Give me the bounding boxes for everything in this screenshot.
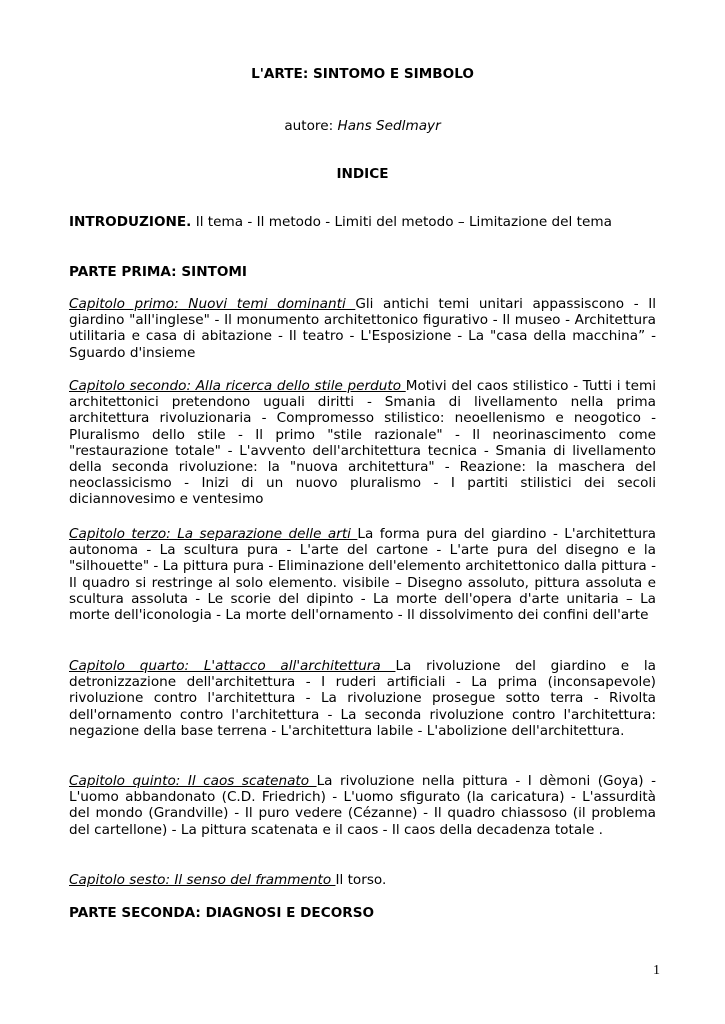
chapter-title: Capitolo primo: Nuovi temi dominanti (69, 296, 356, 312)
author-label: autore: (284, 118, 334, 134)
author-name: Hans Sedlmayr (337, 118, 441, 134)
index-heading: INDICE (336, 166, 389, 182)
chapter-text: La rivoluzione nella pittura - I dèmoni (Goya) - L'uomo abbandonato (C.D. Friedrich) - L'uomo sfigurato (la caricatura) - L'assurdità del mondo (Grandville) - Il puro vedere (Cézanne) - Il quadro chiassoso (il problema del cartellone) - La pittura scatenata e il caos - Il caos della decadenza totale . (69, 773, 656, 838)
introduction-label: INTRODUZIONE. (69, 214, 192, 230)
chapter-text: La rivoluzione del giardino e la detronizzazione dell'architettura - I ruderi artificiali - La prima (inconsapevole) rivoluzione contro l'architettura - La rivoluzione prosegue sotto terra - Rivolta dell'ornamento contro l'architettura - La seconda rivoluzione contro l'architettura: negazione della base terrena - L'architettura labile - L'abolizione dell'architettura. (69, 658, 656, 739)
page-number: 1 (653, 963, 660, 978)
chapter-title: Capitolo quinto: Il caos scatenato (69, 773, 317, 789)
chapter-title: Capitolo secondo: Alla ricerca dello stile perduto (69, 378, 406, 394)
chapter-entry (69, 378, 656, 508)
chapter-text: Motivi del caos stilistico - Tutti i temi architettonici pretendono uguali diritti - Smania di livellamento nella prima architettura rivoluzionaria - Compromesso stilistico: neoellenismo e neogotico - Pluralismo dello stile - Il primo "stile razionale" - Il neorinascimento come "restaurazione totale" - L'avvento dell'architettura tecnica - Smania di livellamento della seconda rivoluzione: la "nuova architettura" - Reazione: la maschera del neoclassicismo - Inizi di un nuovo pluralismo - I partiti stilistici dei secoli diciannovesimo e ventesimo (69, 378, 656, 508)
chapter-entry (69, 526, 656, 623)
chapter-title: Capitolo terzo: La separazione delle arti (69, 526, 358, 542)
chapter-text: Gli antichi temi unitari appassiscono - Il giardino "all'inglese" - Il monumento architettonico figurativo - Il museo - Architettura utilitaria e casa di abitazione - Il teatro - L'Esposizione - La "casa della macchina” - Sguardo d'insieme (69, 296, 656, 361)
chapter-title: Capitolo quarto: L'attacco all'architettura (69, 658, 396, 674)
chapter-entry (69, 658, 656, 739)
chapter-title: Capitolo sesto: Il senso del frammento (69, 872, 336, 888)
introduction-text: Il tema - Il metodo - Limiti del metodo – Limitazione del tema (195, 214, 612, 230)
chapter-entry (69, 773, 656, 838)
introduction-entry (69, 214, 656, 230)
chapter-text: La forma pura del giardino - L'architettura autonoma - La scultura pura - L'arte del cartone - L'arte pura del disegno e la "silhouette" - La pittura pura - Eliminazione dell'elemento architettonico dalla pittura - Il quadro si restringe al solo elemento. visibile – Disegno assoluto, pittura assoluta e scultura assoluta - Le scorie del dipinto - La morte dell'opera d'arte unitaria – La morte dell'iconologia - La morte dell'ornamento - Il dissolvimento dei confini dell'arte (69, 526, 656, 624)
chapter-text: Il torso. (335, 872, 387, 888)
chapter-entry (69, 872, 656, 888)
part-two-heading: PARTE SECONDA: DIAGNOSI E DECORSO (69, 905, 375, 921)
document-title: L'ARTE: SINTOMO E SIMBOLO (251, 66, 474, 82)
author-line (0, 118, 725, 134)
chapter-entry (69, 296, 656, 361)
part-one-heading: PARTE PRIMA: SINTOMI (69, 264, 247, 280)
